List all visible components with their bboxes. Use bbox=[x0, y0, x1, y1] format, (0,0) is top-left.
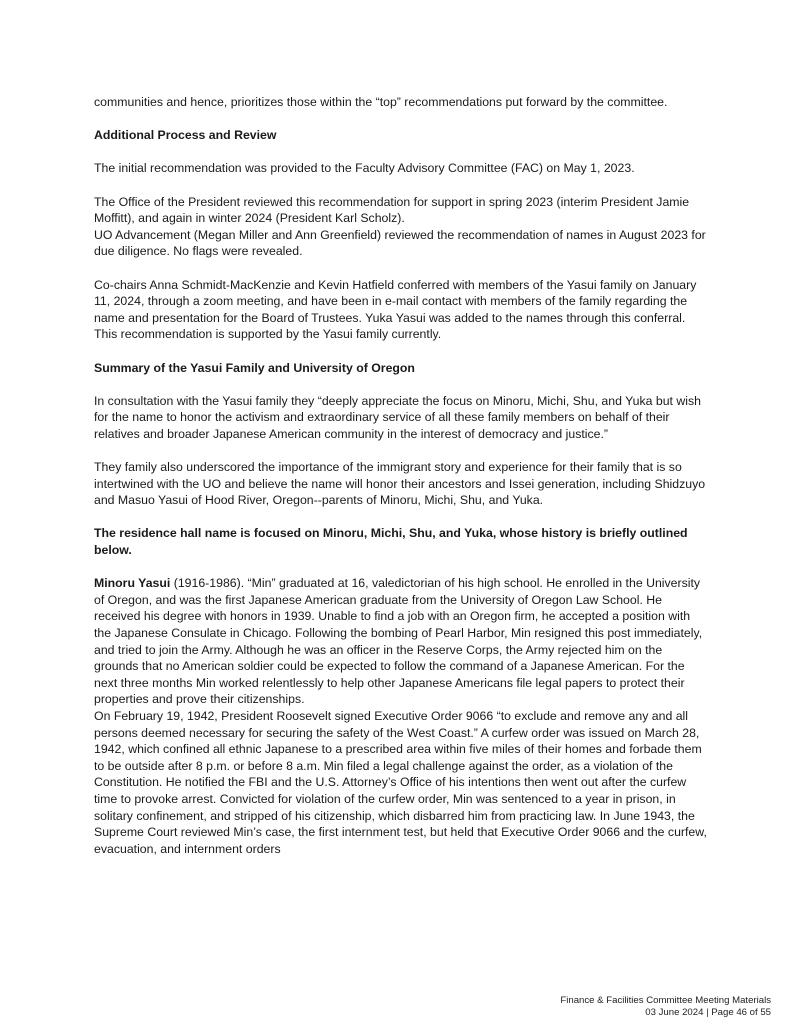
footer-title: Finance & Facilities Committee Meeting Materials bbox=[560, 995, 771, 1006]
residence-hall-heading: The residence hall name is focused on Minoru, Michi, Shu, and Yuka, whose history is briefly outlined below. bbox=[94, 526, 688, 558]
co-chairs-paragraph: Co-chairs Anna Schmidt-MacKenzie and Kevin Hatfield conferred with members of the Yasui family on January 11, 2024, through a zoom meeting, and have been in e-mail contact with members of the family regarding the name and presentation for the Board of Trustees. Yuka Yasui was added to the names through this conferral. This recommendation is supported by the Yasui family currently. bbox=[94, 277, 697, 342]
initial-recommendation-paragraph: The initial recommendation was provided to the Faculty Advisory Committee (FAC) on May 1, 2023. bbox=[94, 161, 635, 176]
executive-order-paragraph: On February 19, 1942, President Roosevelt signed Executive Order 9066 “to exclude and remove any and all persons deemed necessary for securing the safety of the West Coast.” A curfew order was issued on March 28, 1942, which confined all ethnic Japanese to a prescribed area within five miles of their homes and forbade them to be outside after 8 p.m. or before 8 a.m. Min filed a legal challenge against the order, as a violation of the Constitution. He notified the FBI and the U.S. Attorney’s Office of his intentions then went out after the curfew time to provoke arrest. Convicted for violation of the curfew order, Min was sentenced to a year in prison, in solitary confinement, and stripped of his citizenship, which disbarred him from practicing law. In June 1943, the Supreme Court reviewed Min’s case, the first internment test, but held that Executive Order 9066 and the curfew, evacuation, and internment orders bbox=[94, 708, 707, 856]
intro-paragraph: communities and hence, prioritizes those within the “top” recommendations put forward by the committee. bbox=[94, 95, 668, 109]
document-body bbox=[94, 94, 708, 874]
minoru-paragraph bbox=[94, 575, 708, 708]
minoru-bio-text: (1916-1986). “Min” graduated at 16, valedictorian of his high school. He enrolled in the University of Oregon, and was the first Japanese American graduate from the University of Oregon Law School. He received his degree with honors in 1939. Unable to find a job with an Oregon firm, he accepted a position with the Japanese Consulate in Chicago. Following the bombing of Pearl Harbor, Min resigned this post immediately, and tried to join the Army. Although he was an officer in the Reserve Corps, the Army rejected him on the grounds that no American soldier could be expected to follow the command of a Japanese American. For the next three months Min worked relentlessly to help other Japanese Americans file legal papers to protect their properties and prove their citizenships. bbox=[94, 576, 703, 707]
family-paragraph: They family also underscored the importance of the immigrant story and experience for their family that is so intertwined with the UO and believe the name will honor their ancestors and Issei generation, including Shidzuyo and Masuo Yasui of Hood River, Oregon--parents of Minoru, Michi, Shu, and Yuka. bbox=[94, 460, 706, 508]
consultation-paragraph: In consultation with the Yasui family they “deeply appreciate the focus on Minoru, Michi, Shu, and Yuka but wish for the name to honor the activism and extraordinary service of all these family members on behalf of their relatives and broader Japanese American community in the interest of democracy and justice.” bbox=[94, 393, 701, 441]
uo-advancement-paragraph: UO Advancement (Megan Miller and Ann Greenfield) reviewed the recommendation of names in August 2023 for due diligence. No flags were revealed. bbox=[94, 227, 706, 259]
footer-page-info: 03 June 2024 | Page 46 of 55 bbox=[645, 1007, 771, 1018]
page-footer bbox=[560, 995, 771, 1019]
office-president-paragraph: The Office of the President reviewed this recommendation for support in spring 2023 (interim President Jamie Moffitt), and again in winter 2024 (President Karl Scholz). bbox=[94, 194, 690, 226]
minoru-name: Minoru Yasui bbox=[94, 576, 171, 591]
summary-heading: Summary of the Yasui Family and University of Oregon bbox=[94, 360, 415, 375]
additional-process-heading: Additional Process and Review bbox=[94, 128, 277, 143]
